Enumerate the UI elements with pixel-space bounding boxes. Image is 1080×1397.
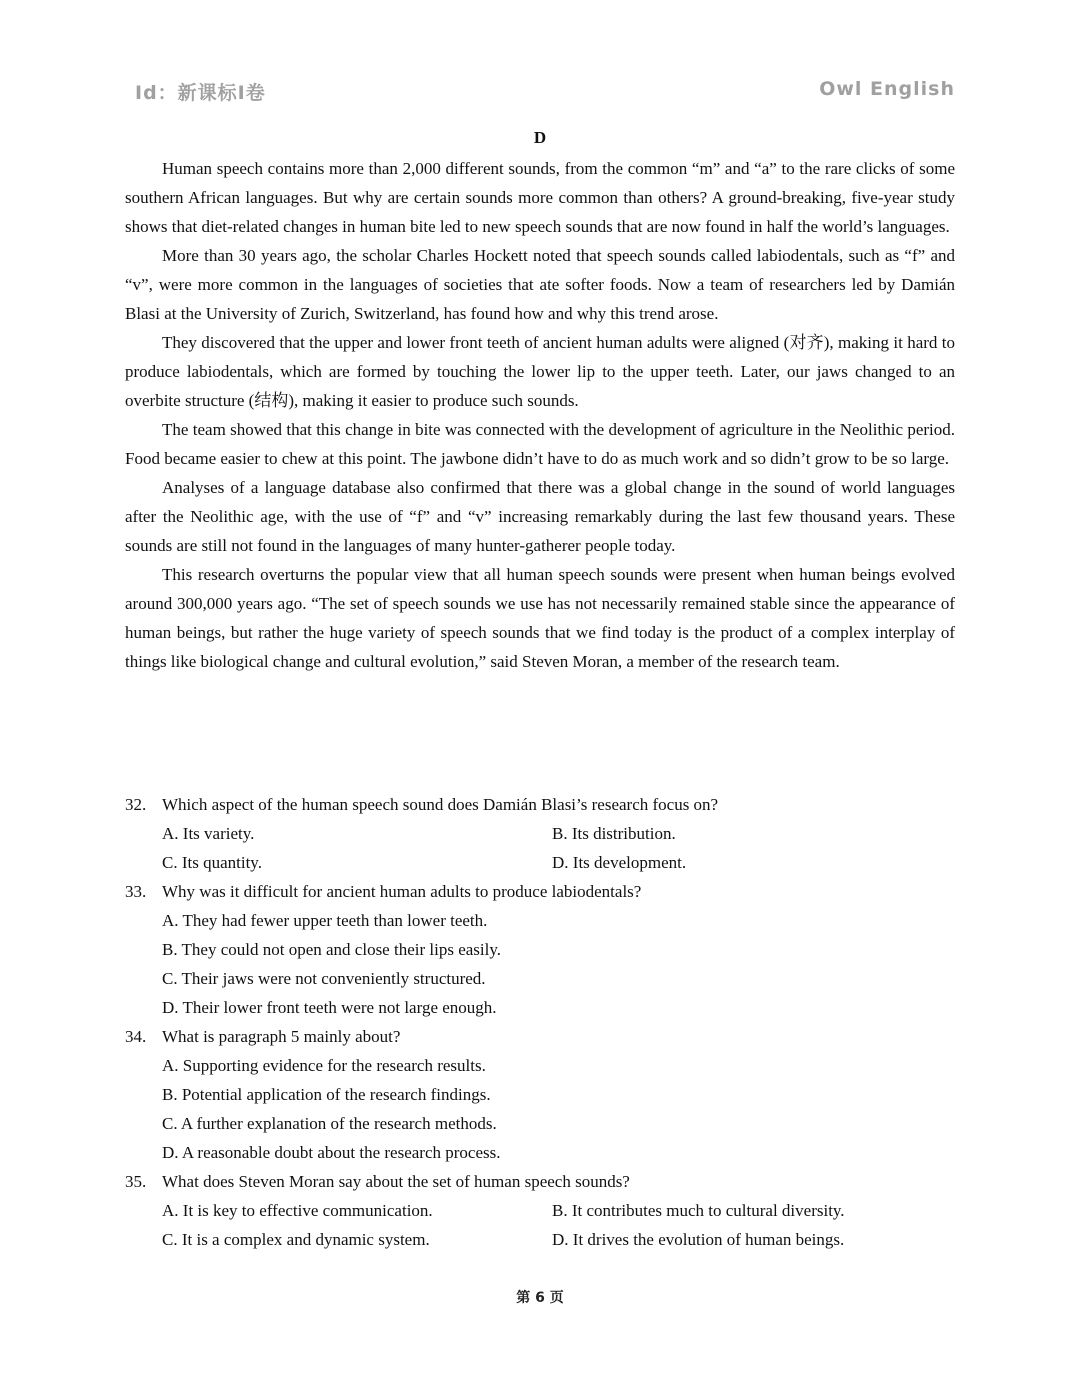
paragraph-3: They discovered that the upper and lower front teeth of ancient human adults were aligned (对齐), making it hard to produce labiodentals, which are formed by touching the lower lip to the upper teeth. Later, our jaws changed to an overbite structure (结构), making it easier to produce such sounds. [125, 333, 955, 410]
option-b: B. They could not open and close their lips easily. [162, 940, 501, 959]
paragraph-4: The team showed that this change in bite was connected with the development of agriculture in the Neolithic period. Food became easier to chew at this point. The jawbone didn’t have to do as much work and so didn’t grow to be so large. [125, 420, 955, 468]
question-number: 32. [125, 795, 147, 814]
question-text: What does Steven Moran say about the set of human speech sounds? [162, 1172, 630, 1191]
option-d: D. A reasonable doubt about the research process. [162, 1143, 501, 1162]
question-text: Which aspect of the human speech sound does Damián Blasi’s research focus on? [162, 795, 719, 814]
option-c: C. It is a complex and dynamic system. [162, 1230, 430, 1249]
page-number: 第 6 页 [516, 1290, 564, 1306]
question-number: 35. [125, 1172, 147, 1191]
reading-passage [125, 154, 955, 676]
option-d: D. Its development. [552, 853, 687, 872]
header-brand-label: Owl English [819, 78, 955, 100]
option-a: A. Its variety. [162, 824, 255, 843]
option-d: D. It drives the evolution of human beings. [552, 1230, 845, 1249]
option-a: A. They had fewer upper teeth than lower teeth. [162, 911, 488, 930]
page-header [135, 78, 955, 106]
option-c: C. A further explanation of the research methods. [162, 1114, 497, 1133]
question-number: 33. [125, 882, 147, 901]
option-b: B. It contributes much to cultural diversity. [552, 1201, 845, 1220]
question-34 [125, 1022, 955, 1167]
option-b: B. Its distribution. [552, 824, 676, 843]
paragraph-6: This research overturns the popular view that all human speech sounds were present when human beings evolved around 300,000 years ago. “The set of speech sounds we use has not necessarily remained stable since the appearance of human beings, but rather the huge variety of speech sounds that we find today is the product of a complex interplay of things like biological change and cultural evolution,” said Steven Moran, a member of the research team. [125, 565, 955, 671]
question-33 [125, 877, 955, 1022]
option-a: A. It is key to effective communication. [162, 1201, 433, 1220]
option-b: B. Potential application of the research findings. [162, 1085, 491, 1104]
question-number: 34. [125, 1027, 147, 1046]
section-title: D [533, 128, 547, 147]
option-d: D. Their lower front teeth were not large enough. [162, 998, 497, 1017]
header-id-label: Id：新课标I卷 [135, 82, 266, 104]
paragraph-1: Human speech contains more than 2,000 different sounds, from the common “m” and “a” to the rare clicks of some southern African languages. But why are certain sounds more common than others? A ground-breaking, five-year study shows that diet-related changes in human bite led to new speech sounds that are now found in half the world’s languages. [125, 159, 955, 236]
question-32 [125, 790, 955, 877]
paragraph-5: Analyses of a language database also confirmed that there was a global change in the sound of world languages after the Neolithic age, with the use of “f” and “v” increasing remarkably during the last few thousand years. These sounds are still not found in the languages of many hunter-gatherer people today. [125, 478, 955, 555]
option-c: C. Its quantity. [162, 853, 262, 872]
question-list [125, 790, 955, 1254]
option-c: C. Their jaws were not conveniently structured. [162, 969, 486, 988]
question-text: What is paragraph 5 mainly about? [162, 1027, 401, 1046]
paragraph-2: More than 30 years ago, the scholar Charles Hockett noted that speech sounds called labiodentals, such as “f” and “v”, were more common in the languages of societies that ate softer foods. Now a team of researchers led by Damián Blasi at the University of Zurich, Switzerland, has found how and why this trend arose. [125, 246, 955, 323]
question-text: Why was it difficult for ancient human adults to produce labiodentals? [162, 882, 642, 901]
option-a: A. Supporting evidence for the research results. [162, 1056, 486, 1075]
question-35 [125, 1167, 955, 1254]
